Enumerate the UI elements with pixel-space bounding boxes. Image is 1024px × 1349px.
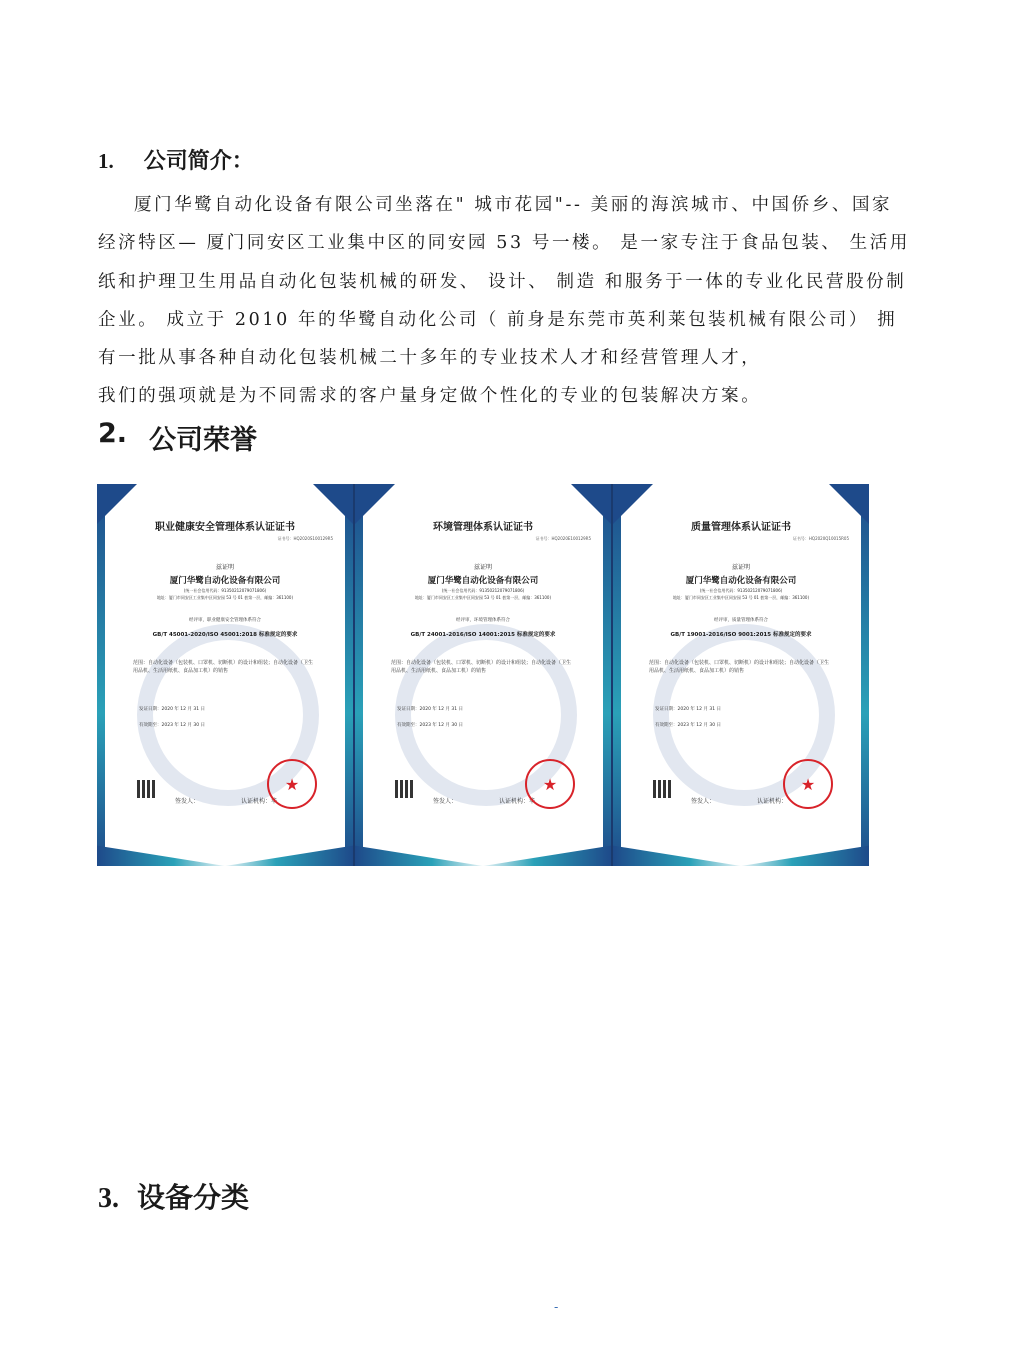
certificate-signer: 签发人： [433, 798, 458, 805]
certificate-environment [355, 484, 611, 866]
intro-line: 我们的强项就是为不同需求的客户量身定做个性化的专业的包装解决方案。 [98, 386, 762, 407]
certificate-body: 认证机构：华 [241, 798, 278, 805]
intro-line: 经济特区— 厦门同安区工业集中区的同安园 53 号一楼。 是一家专注于食品包装、 生活用 [98, 233, 910, 254]
certificate-signer: 签发人： [175, 798, 200, 805]
certificate-number: 证书号：HQ2020Q10015R05 [792, 536, 849, 541]
certificate-audit: 经评审，环境管理体系符合 [456, 618, 510, 623]
certificate-scope: 范围：自动化设备（包装机、口罩机、切断机）的设计和组装；自动化设备（卫生用品机、生活用纸机、食品加工机）的销售 [133, 660, 314, 674]
page-mark: - [554, 1300, 559, 1314]
certificate-company: 厦门华鹭自动化设备有限公司 [685, 576, 797, 586]
certificates-image [97, 484, 869, 866]
certificate-company: 厦门华鹭自动化设备有限公司 [169, 576, 281, 586]
certificate-issue-date: 发证日期：2020 年 12 月 31 日 [397, 707, 464, 712]
intro-line: 有一批从事各种自动化包装机械二十多年的专业技术人才和经营管理人才， [98, 348, 762, 369]
certificate-quality [613, 484, 869, 866]
section-2-title: 公司荣誉 [149, 425, 258, 456]
section-2-number: 2. [98, 418, 128, 449]
certificate-scope: 范围：自动化设备（包装机、口罩机、切断机）的设计和组装；自动化设备（卫生用品机、生活用纸机、食品加工机）的销售 [391, 660, 572, 674]
red-seal-icon: ★ [267, 759, 317, 809]
certificate-address: 地址：厦门市同安区工业集中区同安园 53 号 01 套第一层，邮编：361100) [414, 595, 552, 600]
certificate-company: 厦门华鹭自动化设备有限公司 [427, 576, 539, 586]
certificate-prove: 兹证明 [731, 564, 750, 571]
certificate-address: 地址：厦门市同安区工业集中区同安园 53 号 01 套第一层，邮编：361100) [672, 595, 810, 600]
section-1-heading [98, 144, 254, 175]
certificate-signer: 签发人： [691, 798, 716, 805]
certificate-valid-until: 有效期至：2023 年 12 月 30 日 [139, 723, 206, 728]
certificate-body: 认证机构： [757, 798, 788, 805]
qr-code-icon [653, 780, 671, 798]
section-3-title: 设备分类 [137, 1181, 250, 1214]
certificate-standard: GB/T 45001-2020/ISO 45001:2018 标准规定的要求 [152, 632, 298, 638]
certificate-ohs [97, 484, 353, 866]
intro-line: 纸和护理卫生用品自动化包装机械的研发、 设计、 制造 和服务于一体的专业化民营股份制 [98, 271, 907, 292]
certificate-credit-code: (统一社会信用代码：91350212079071806) [441, 588, 525, 593]
certificate-standard: GB/T 19001-2016/ISO 9001:2015 标准规定的要求 [670, 632, 812, 638]
qr-code-icon [395, 780, 413, 798]
certificate-title: 质量管理体系认证证书 [691, 522, 791, 533]
certificate-credit-code: (统一社会信用代码：91350212079071806) [699, 588, 783, 593]
certificate-prove: 兹证明 [473, 564, 492, 571]
certificate-number: 证书号：HQ2020E100129R5 [535, 536, 591, 541]
certificate-standard: GB/T 24001-2016/ISO 14001:2015 标准规定的要求 [410, 632, 556, 638]
certificate-audit: 经评审，质量管理体系符合 [714, 618, 768, 623]
certificate-scope: 范围：自动化设备（包装机、口罩机、切断机）的设计和组装；自动化设备（卫生用品机、生活用纸机、食品加工机）的销售 [649, 660, 830, 674]
section-2-heading [98, 418, 257, 457]
certificate-number: 证书号：HQ2020S100129R5 [277, 536, 333, 541]
certificate-title: 职业健康安全管理体系认证证书 [155, 522, 295, 533]
intro-line: 厦门华鹭自动化设备有限公司坐落在" 城市花园"-- 美丽的海滨城市、中国侨乡、国家 [134, 195, 893, 215]
certificate-valid-until: 有效期至：2023 年 12 月 30 日 [397, 723, 464, 728]
section-1-title: 公司简介： [143, 149, 254, 174]
company-intro-paragraph [98, 186, 918, 416]
certificate-valid-until: 有效期至：2023 年 12 月 30 日 [655, 723, 722, 728]
section-1-number: 1. [98, 149, 114, 173]
certificate-body: 认证机构：华 [499, 798, 536, 805]
red-seal-icon: ★ [525, 759, 575, 809]
intro-line: 企业。 成立于 2010 年的华鹭自动化公司（ 前身是东莞市英利莱包装机械有限公司） 拥 [98, 309, 898, 330]
red-seal-icon: ★ [783, 759, 833, 809]
section-3-number: 3. [98, 1183, 119, 1214]
certificate-credit-code: (统一社会信用代码：91350212079071806) [183, 588, 267, 593]
certificate-issue-date: 发证日期：2020 年 12 月 31 日 [139, 707, 206, 712]
certificate-issue-date: 发证日期：2020 年 12 月 31 日 [655, 707, 722, 712]
qr-code-icon [137, 780, 155, 798]
certificate-title: 环境管理体系认证证书 [433, 522, 533, 533]
certificate-audit: 经评审，职业健康安全管理体系符合 [189, 618, 261, 623]
section-3-heading [98, 1176, 249, 1216]
certificate-prove: 兹证明 [215, 564, 234, 571]
certificate-address: 地址：厦门市同安区工业集中区同安园 53 号 01 套第一层，邮编：361100) [156, 595, 294, 600]
